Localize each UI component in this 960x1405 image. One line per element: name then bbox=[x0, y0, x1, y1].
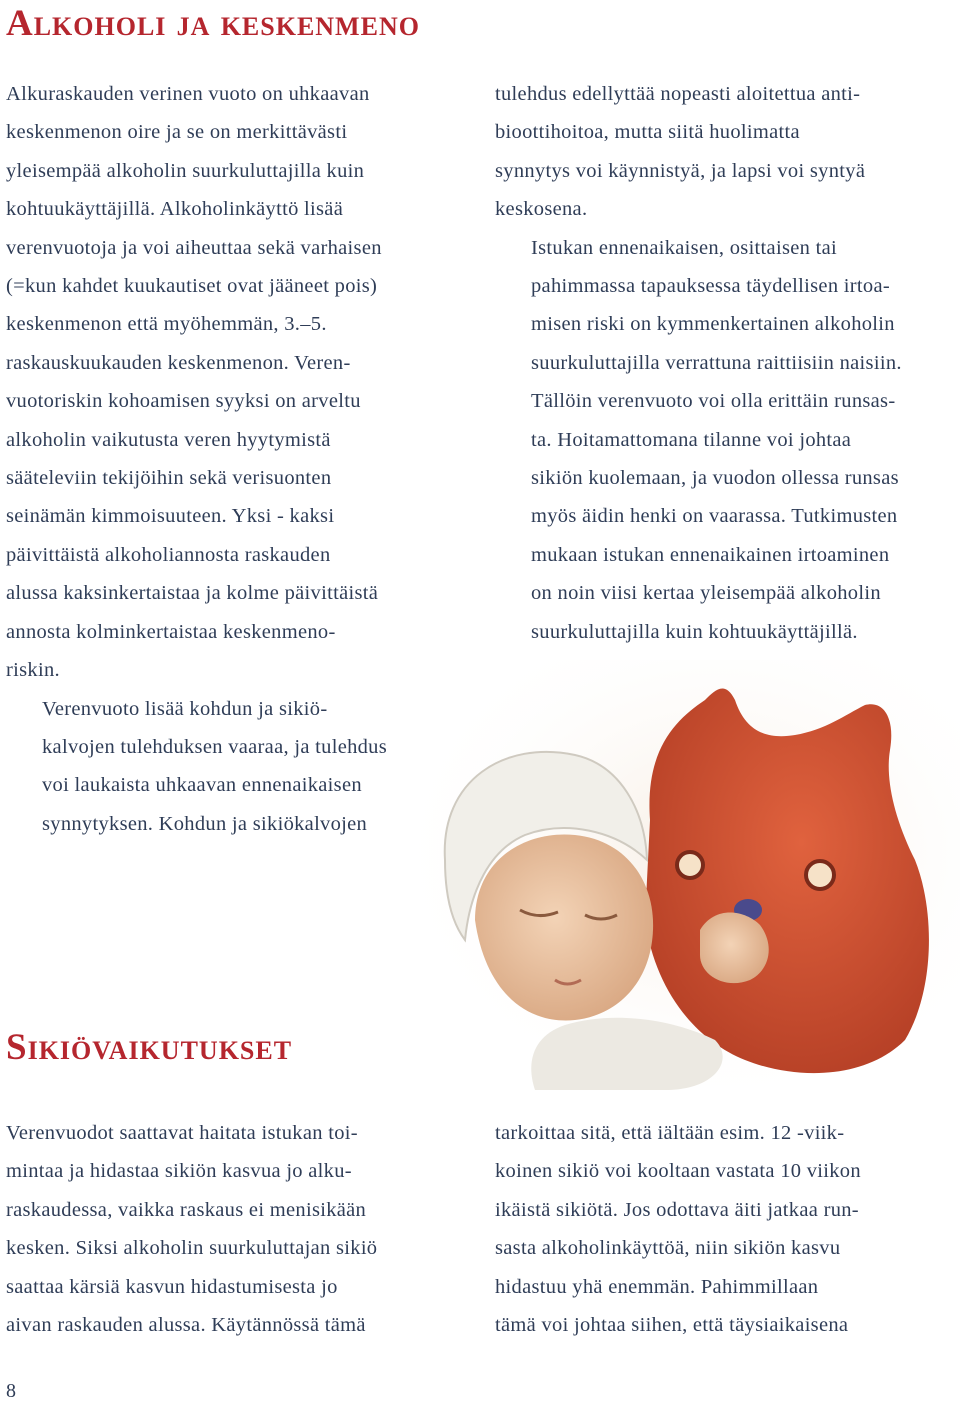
section1-column-left bbox=[6, 75, 466, 843]
text-line: tämä voi johtaa siihen, että täysiaikaisena bbox=[495, 1314, 849, 1337]
text-line: kesken. Siksi alkoholin suurkuluttajan sikiö bbox=[6, 1237, 378, 1260]
text-line: keskenmenon oire ja se on merkittävästi bbox=[6, 121, 348, 144]
text-line: sasta alkoholinkäyttöä, niin sikiön kasvu bbox=[495, 1237, 841, 1260]
text-line: misen riski on kymmenkertainen alkoholin bbox=[531, 313, 895, 336]
text-line: alkoholin vaikutusta veren hyytymistä bbox=[6, 428, 331, 451]
section2-column-right bbox=[495, 1114, 955, 1344]
page-number: 8 bbox=[6, 1380, 16, 1402]
text-line: myös äidin henki on vaarassa. Tutkimusten bbox=[531, 505, 898, 528]
text-line: synnytyksen. Kohdun ja sikiökalvojen bbox=[42, 812, 368, 835]
section1-column-right bbox=[495, 75, 955, 651]
section2-column-left bbox=[6, 1114, 466, 1344]
paragraph bbox=[495, 75, 955, 229]
text-line: raskauskuukauden keskenmenon. Veren- bbox=[6, 351, 351, 374]
paragraph bbox=[6, 1114, 466, 1344]
text-line: vuotoriskin kohoamisen syyksi on arveltu bbox=[6, 390, 361, 413]
text-line: saattaa kärsiä kasvun hidastumisesta jo bbox=[6, 1275, 338, 1298]
text-line: Verenvuodot saattavat haitata istukan toi- bbox=[6, 1122, 358, 1144]
text-line: tarkoittaa sitä, että iältään esim. 12 -viik- bbox=[495, 1122, 845, 1144]
text-line: sikiön kuolemaan, ja vuodon ollessa runsas bbox=[531, 467, 899, 490]
text-line: annosta kolminkertaistaa keskenmeno- bbox=[6, 620, 336, 643]
text-line: on noin viisi kertaa yleisempää alkoholin bbox=[531, 582, 881, 605]
text-line: seinämän kimmoisuuteen. Yksi - kaksi bbox=[6, 505, 335, 528]
text-line: voi laukaista uhkaavan ennenaikaisen bbox=[42, 774, 362, 797]
text-line: tulehdus edellyttää nopeasti aloitettua anti- bbox=[495, 83, 861, 105]
text-line: alussa kaksinkertaistaa ja kolme päivittäistä bbox=[6, 582, 379, 605]
teddy-eye-right bbox=[806, 861, 834, 889]
text-line: kohtuukäyttäjillä. Alkoholinkäyttö lisää bbox=[6, 198, 344, 221]
text-line: ta. Hoitamattomana tilanne voi johtaa bbox=[531, 428, 852, 451]
paragraph bbox=[6, 75, 466, 690]
text-line: keskenmenon että myöhemmän, 3.–5. bbox=[6, 313, 327, 336]
paragraph bbox=[495, 229, 955, 651]
text-line: sääteleviin tekijöihin sekä verisuonten bbox=[6, 467, 332, 490]
text-line: (=kun kahdet kuukautiset ovat jääneet pois) bbox=[6, 275, 378, 298]
text-line: aivan raskauden alussa. Käytännössä tämä bbox=[6, 1314, 366, 1337]
text-line: hidastuu yhä enemmän. Pahimmillaan bbox=[495, 1275, 819, 1298]
text-line: mintaa ja hidastaa sikiön kasvua jo alku- bbox=[6, 1160, 352, 1183]
text-line: mukaan istukan ennenaikainen irtoaminen bbox=[531, 543, 890, 566]
text-line: Alkuraskauden verinen vuoto on uhkaavan bbox=[6, 83, 370, 105]
text-line: Verenvuoto lisää kohdun ja sikiö- bbox=[42, 697, 328, 720]
paragraph bbox=[495, 1114, 955, 1344]
text-line: riskin. bbox=[6, 659, 60, 682]
text-line: päivittäistä alkoholiannosta raskauden bbox=[6, 543, 331, 566]
text-line: keskosena. bbox=[495, 198, 588, 221]
text-line: suurkuluttajilla kuin kohtuukäyttäjillä. bbox=[531, 620, 858, 643]
text-line: bioottihoitoa, mutta siitä huolimatta bbox=[495, 121, 800, 144]
text-line: verenvuotoja ja voi aiheuttaa sekä varhaisen bbox=[6, 236, 382, 259]
text-line: ikäistä sikiötä. Jos odottava äiti jatkaa run- bbox=[495, 1198, 859, 1221]
section-title-alcohol-miscarriage: Alkoholi ja keskenmeno bbox=[6, 3, 420, 44]
teddy-eye-left bbox=[677, 852, 703, 878]
teddy-bear-body bbox=[645, 688, 929, 1073]
text-line: Tällöin verenvuoto voi olla erittäin runsas- bbox=[531, 390, 896, 413]
text-line: koinen sikiö voi kooltaan vastata 10 viikon bbox=[495, 1160, 861, 1183]
paragraph bbox=[6, 690, 466, 844]
text-line: synnytys voi käynnistyä, ja lapsi voi syntyä bbox=[495, 159, 866, 182]
text-line: Istukan ennenaikaisen, osittaisen tai bbox=[531, 236, 837, 259]
section-title-fetal-effects: Sikiövaikutukset bbox=[6, 1027, 293, 1068]
text-line: raskaudessa, vaikka raskaus ei menisikään bbox=[6, 1198, 367, 1221]
sleeping-baby-with-teddy-illustration bbox=[415, 660, 960, 1090]
text-line: suurkuluttajilla verrattuna raittiisiin naisiin. bbox=[531, 351, 902, 374]
text-line: yleisempää alkoholin suurkuluttajilla kuin bbox=[6, 159, 365, 182]
text-line: kalvojen tulehduksen vaaraa, ja tulehdus bbox=[42, 735, 388, 758]
text-line: pahimmassa tapauksessa täydellisen irtoa- bbox=[531, 275, 890, 298]
